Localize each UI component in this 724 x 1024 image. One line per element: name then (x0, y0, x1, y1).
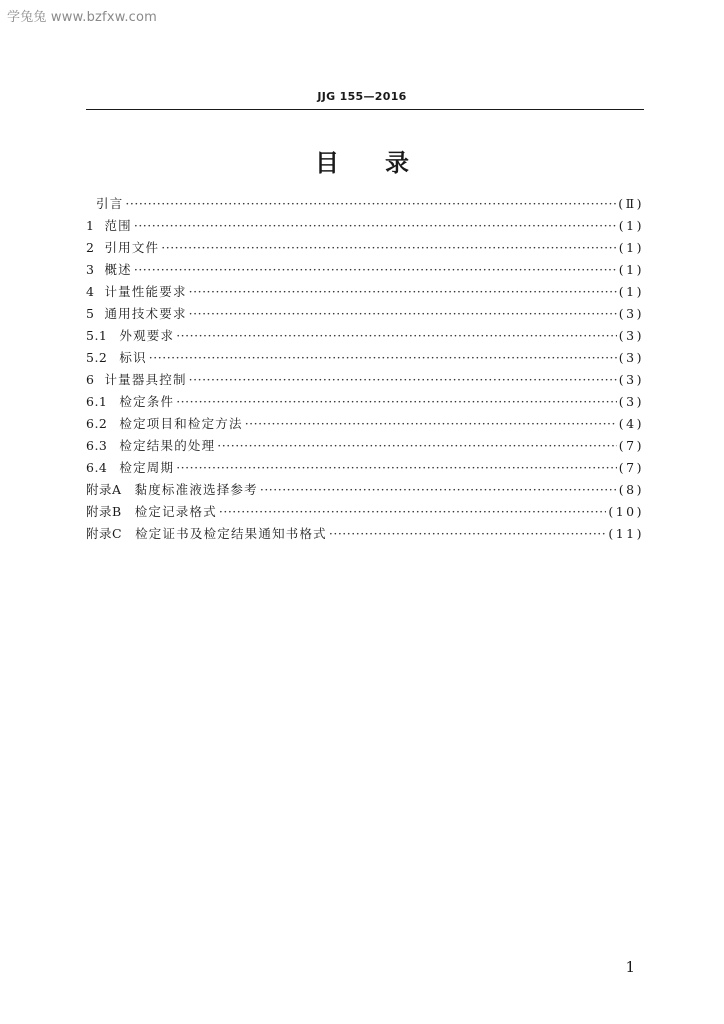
toc-entry-number: 5 (86, 306, 95, 321)
toc-entry-3[interactable] (86, 260, 644, 282)
toc-entry-number: 6.4 (86, 460, 108, 475)
toc-entry-5-1[interactable] (86, 326, 644, 348)
header-rule (86, 109, 644, 110)
toc-entry-number: 6.2 (86, 416, 108, 431)
toc-entry-page: (11) (608, 526, 644, 541)
dot-leader (161, 240, 617, 255)
toc-entry-appendix-c[interactable] (86, 524, 644, 546)
toc-entry-page: (7) (618, 460, 644, 475)
dot-leader (176, 460, 617, 475)
toc-entry-6-2[interactable] (86, 414, 644, 436)
dot-leader (176, 328, 617, 343)
toc-entry-number: 4 (86, 284, 95, 299)
watermark-text: 学兔兔 www.bzfxw.com (7, 10, 158, 25)
toc-entry-title: 通用技术要求 (104, 306, 187, 321)
toc-entry-page: (4) (618, 416, 644, 431)
toc-entry-page: (1) (618, 284, 644, 299)
toc-entry-number: 1 (86, 218, 95, 233)
toc-entry-4[interactable] (86, 282, 644, 304)
toc-entry-1[interactable] (86, 216, 644, 238)
dot-leader (260, 482, 617, 497)
toc-entry-number: 6.3 (86, 438, 108, 453)
toc-entry-title: 外观要求 (119, 328, 175, 343)
dot-leader (189, 284, 617, 299)
toc-entry-title: 检定证书及检定结果通知书格式 (135, 526, 327, 541)
toc-entry-number: 附录A (86, 482, 122, 497)
table-of-contents (86, 194, 644, 546)
toc-entry-page: (1) (618, 218, 644, 233)
toc-entry-page: (Ⅱ) (618, 196, 644, 211)
title-char-1: 目 (315, 149, 339, 177)
toc-entry-page: (3) (618, 394, 644, 409)
dot-leader (149, 350, 617, 365)
dot-leader (189, 306, 617, 321)
dot-leader (125, 196, 616, 211)
toc-entry-title: 检定结果的处理 (119, 438, 216, 453)
toc-entry-5-2[interactable] (86, 348, 644, 370)
dot-leader (219, 504, 606, 519)
toc-entry-foreword[interactable] (86, 194, 644, 216)
toc-entry-title: 黏度标准液选择参考 (134, 482, 258, 497)
toc-entry-page: (3) (618, 328, 644, 343)
toc-entry-page: (7) (618, 438, 644, 453)
toc-entry-title: 计量器具控制 (104, 372, 187, 387)
dot-leader (217, 438, 616, 453)
dot-leader (134, 218, 617, 233)
toc-entry-6-1[interactable] (86, 392, 644, 414)
toc-entry-page: (1) (618, 240, 644, 255)
dot-leader (329, 526, 606, 541)
toc-entry-number: 3 (86, 262, 95, 277)
toc-entry-appendix-a[interactable] (86, 480, 644, 502)
toc-entry-page: (8) (618, 482, 644, 497)
dot-leader (189, 372, 617, 387)
toc-entry-number: 5.1 (86, 328, 108, 343)
toc-entry-page: (3) (618, 306, 644, 321)
page-title (0, 143, 724, 178)
toc-entry-title: 引用文件 (104, 240, 160, 255)
toc-entry-title: 检定项目和检定方法 (119, 416, 243, 431)
toc-entry-title: 范围 (104, 218, 132, 233)
toc-entry-number: 6 (86, 372, 95, 387)
toc-entry-5[interactable] (86, 304, 644, 326)
toc-entry-page: (10) (608, 504, 644, 519)
toc-entry-6[interactable] (86, 370, 644, 392)
dot-leader (134, 262, 617, 277)
toc-entry-number: 附录C (86, 526, 123, 541)
toc-entry-title: 检定记录格式 (134, 504, 217, 519)
toc-entry-title: 计量性能要求 (104, 284, 187, 299)
toc-entry-title: 引言 (96, 196, 124, 211)
toc-entry-page: (3) (618, 350, 644, 365)
toc-entry-number: 6.1 (86, 394, 108, 409)
toc-entry-2[interactable] (86, 238, 644, 260)
document-code-header: JJG 155—2016 (317, 90, 407, 103)
toc-entry-6-3[interactable] (86, 436, 644, 458)
toc-entry-title: 检定条件 (119, 394, 175, 409)
toc-entry-page: (1) (618, 262, 644, 277)
toc-entry-title: 概述 (104, 262, 132, 277)
toc-entry-title: 标识 (119, 350, 147, 365)
title-char-2: 录 (385, 149, 409, 177)
toc-entry-page: (3) (618, 372, 644, 387)
dot-leader (176, 394, 617, 409)
toc-entry-number: 2 (86, 240, 95, 255)
toc-entry-number: 5.2 (86, 350, 108, 365)
dot-leader (245, 416, 617, 431)
page-number: 1 (625, 958, 635, 976)
toc-entry-6-4[interactable] (86, 458, 644, 480)
toc-entry-title: 检定周期 (119, 460, 175, 475)
toc-entry-appendix-b[interactable] (86, 502, 644, 524)
toc-entry-number: 附录B (86, 504, 122, 519)
